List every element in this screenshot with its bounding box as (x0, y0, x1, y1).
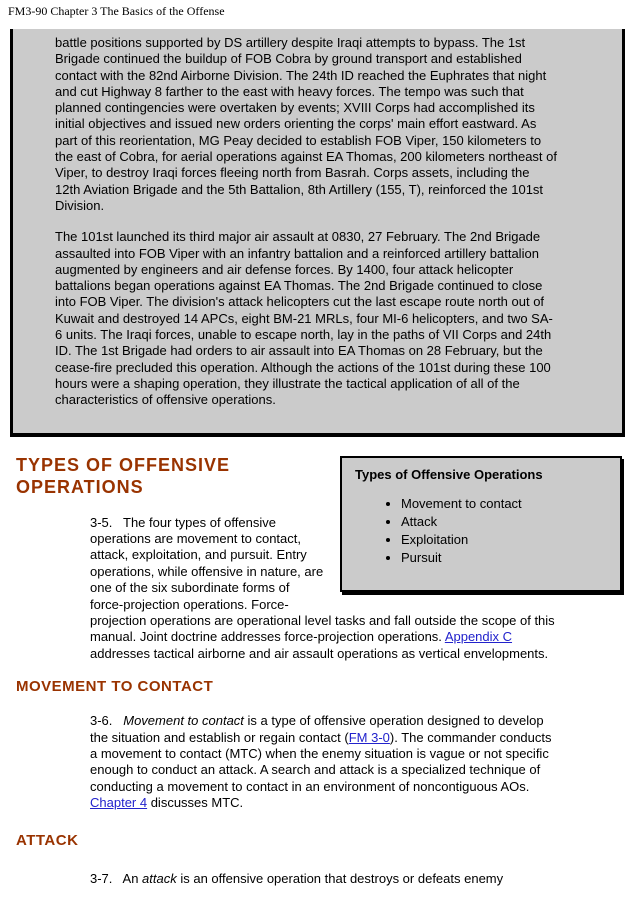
text-run: is a type of offensive operation designed to develop the situation and establish or regain contact ( (90, 713, 544, 745)
vignette-box (10, 29, 625, 437)
vignette-paragraph-2: The 101st launched its third major air assault at 0830, 27 February. The 2nd Brigade assaulted into FOB Viper with an infantry battalion and a reinforced artillery battalion augmented by engineers and air defense forces. By 1400, four attack helicopter battalions began operations against EA Thomas. The 2nd Brigade continued to close into FOB Viper. The division's attack helicopters cut the last escape route north out of Kuwait and destroyed 14 APCs, eight BM-21 MRLs, four MI-6 helicopters, and two SA-6 units. The Iraqi forces, unable to escape north, lay in the paths of VII Corps and 24th ID. The 1st Brigade had orders to air assault into EA Thomas on 28 February, but the cease-fire precluded this operation. Although the actions of the 101st during these 100 hours were a shaping operation, they illustrate the tactical application of all of the characteristics of offensive operations. (55, 229, 553, 408)
text-run: ). The commander conducts a movement to contact (MTC) when the enemy situation is vague or not specific enough to conduct an attack. A search and attack is a specialized technique of conducting a movement to contact in an environment of noncontiguous AOs. (90, 729, 552, 794)
vignette-paragraph-1: battle positions supported by DS artillery despite Iraqi attempts to bypass. The 1st Brigade continued the buildup of FOB Cobra by ground transport and established contact with the 82nd Airborne Division. The 24th ID reached the Euphrates that night and cut Highway 8 farther to the east with heavy forces. The tempo was such that planned contingencies were overtaken by events; XVIII Corps had accomplished its initial objectives and issued new orders orienting the corps' main effort eastward. As part of this reorientation, MG Peay decided to establish FOB Viper, 150 kilometers to the east of Cobra, for aerial operations against EA Thomas, 200 kilometers northeast of Viper, to destroy Iraqi forces fleeing north from Basrah. Corps assets, including the 12th Aviation Brigade and the 5th Battalion, 8th Artillery (155, T), reinforced the 101st Division. (55, 35, 557, 213)
section-heading-types-of-offensive-operations: TYPES OF OFFENSIVE OPERATIONS (16, 454, 231, 497)
text-run: 3-6. (90, 713, 124, 729)
link-appendix-c[interactable]: Appendix C (444, 629, 513, 645)
list-item-movement-to-contact: • Movement to contact (401, 496, 608, 511)
italic-term: Movement to contact (123, 713, 244, 729)
link-chapter-4[interactable]: Chapter 4 (90, 795, 148, 811)
list-item-exploitation: • Exploitation (401, 532, 608, 547)
sidebar-bullet-list (355, 496, 608, 566)
movement-to-contact-section (0, 678, 635, 811)
section-heading-movement-to-contact: MOVEMENT TO CONTACT (16, 678, 214, 696)
types-sidebar-box (340, 456, 622, 593)
text-run: 3-5. The four types of offensive operations are movement to contact, attack, exploitation, and pursuit. Entry operations, while offensive in nature, are one of the six subordinate forms of force-projection operations. Force-projection operations are operational level tasks and fall outside the scope of this manual. Joint doctrine addresses force-projection operations. (90, 514, 555, 645)
link-fm-3-0[interactable]: FM 3-0 (348, 729, 390, 745)
sidebar-box-title: Types of Offensive Operations (355, 466, 543, 482)
text-run: 3-7. An (90, 870, 143, 886)
italic-term: attack (142, 870, 177, 886)
attack-section (0, 832, 635, 887)
list-item-attack: • Attack (401, 514, 608, 529)
types-of-offensive-operations-section (0, 437, 635, 663)
text-run: addresses tactical airborne and air assault operations as vertical envelopments. (90, 645, 549, 661)
paragraph-3-6 (90, 713, 555, 811)
text-run: discusses MTC. (147, 795, 244, 811)
section-heading-attack: ATTACK (16, 831, 79, 849)
list-item-pursuit: • Pursuit (401, 550, 608, 565)
text-run: is an offensive operation that destroys or defeats enemy (176, 870, 504, 886)
document-header-title: FM3-90 Chapter 3 The Basics of the Offense (8, 4, 225, 18)
paragraph-3-7 (90, 871, 555, 887)
